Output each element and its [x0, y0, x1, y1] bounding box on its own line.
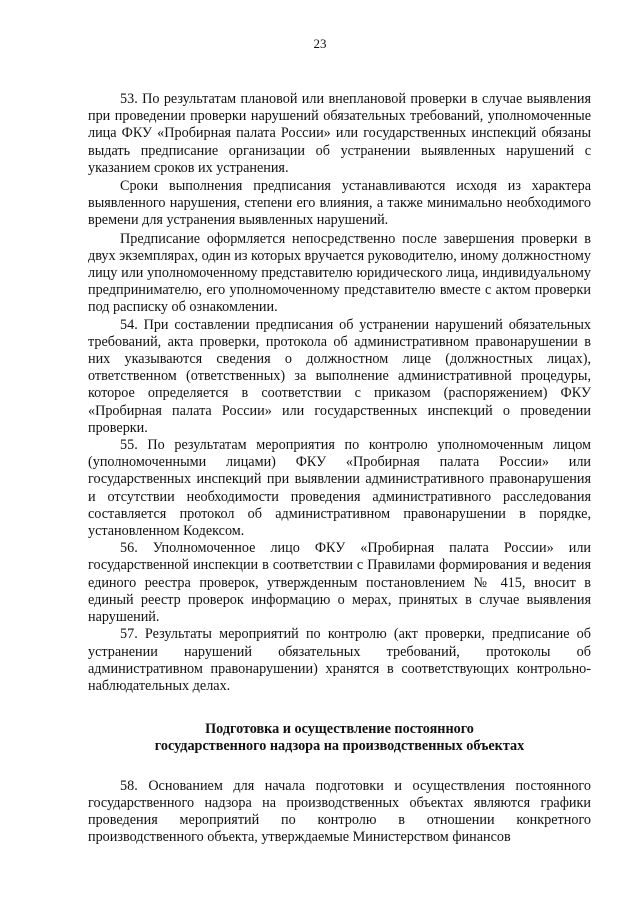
document-body: [88, 91, 591, 846]
section-heading: [88, 721, 591, 755]
paragraph-56: 56. Уполномоченное лицо ФКУ «Пробирная палата России» или государственной инспекции в соответствии с Правилами формирования и ведения единого реестра проверок, утвержденным постановлением № 415, вносит в единый реестр проверок информацию о мерах, принятых в случае выявления нарушений.: [88, 540, 591, 626]
page-number: 23: [313, 36, 327, 51]
paragraph-53: 53. По результатам плановой или внеплановой проверки в случае выявления при проведении проверки нарушений обязательных требований, уполномоченные лица ФКУ «Пробирная палата России» или государственных инспекций обязаны выдать предписание организации об устранении выявленных нарушений с указанием сроков их устранения.: [88, 91, 591, 176]
paragraph-prescription-issuance: Предписание оформляется непосредственно после завершения проверки в двух экземплярах, один из которых вручается руководителю, иному должностному лицу или уполномоченному представителю юридического лица, индивидуальному предпринимателю, его уполномоченному представителю вместе с актом проверки под расписку об ознакомлении.: [88, 230, 591, 316]
section-heading-line-1: Подготовка и осуществление постоянного: [205, 721, 474, 738]
paragraph-57: 57. Результаты мероприятий по контролю (акт проверки, предписание об устранении нарушений обязательных требований, протоколы об административном правонарушении) хранятся в соответствующих контрольно-наблюдательных делах.: [88, 626, 591, 694]
paragraph-58: 58. Основанием для начала подготовки и осуществления постоянного государственного надзора на производственных объектах являются графики проведения мероприятий по контролю в отношении конкретного производственного объекта, утверждаемые Министерством финансов: [88, 777, 591, 846]
section-heading-line-2: государственного надзора на производственных объектах: [154, 738, 525, 755]
paragraph-54: 54. При составлении предписания об устранении нарушений обязательных требований, акта проверки, протокола об административном правонарушении в них указываются сведения о должностном лице (должностных лицах), ответственном (ответственных) за выполнение административной процедуры, которое определяется в соответствии с приказом (распоряжением) ФКУ «Пробирная палата России» или государственных инспекций о проведении проверки.: [88, 316, 591, 436]
paragraph-55: 55. По результатам мероприятия по контролю уполномоченным лицом (уполномоченными лицами) ФКУ «Пробирная палата России» или государственных инспекций при выявлении административного правонарушения и отсутствии необходимости проведения административного расследования составляется протокол об административном правонарушении в порядке, установленном Кодексом.: [88, 437, 591, 540]
paragraph-deadlines: Сроки выполнения предписания устанавливаются исходя из характера выявленного нарушения, степени его влияния, а также минимально необходимого времени для устранения выявленных нарушений.: [88, 178, 591, 229]
